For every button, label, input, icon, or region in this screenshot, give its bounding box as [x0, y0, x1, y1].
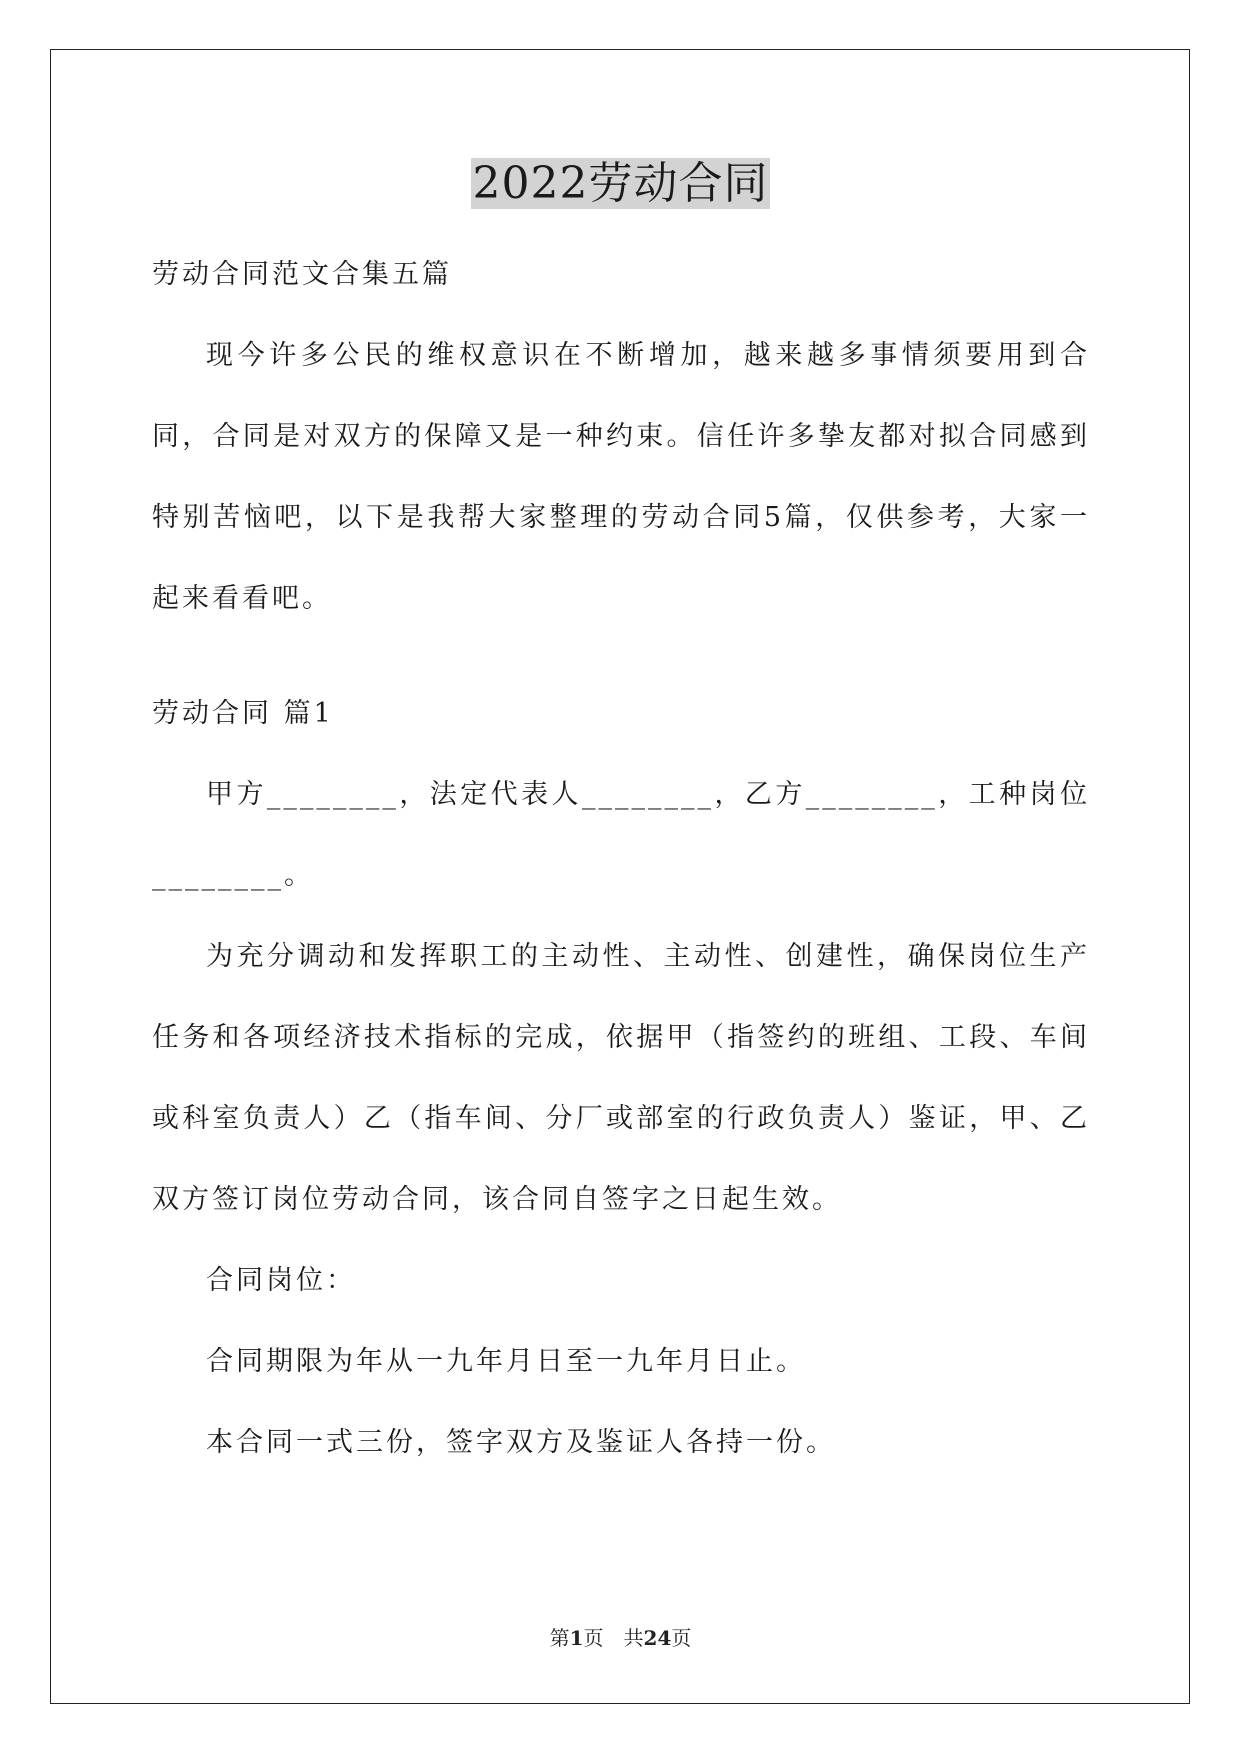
term-line: 合同期限为年从一九年月日至一九年月日止。	[206, 1346, 806, 1377]
purpose-paragraph: 为充分调动和发挥职工的主动性、主动性、创建性，确保岗位生产任务和各项经济技术指标的完成，依据甲（指签约的班组、工段、车间或科室负责人）乙（指车间、分厂或部室的行政负责人）鉴证，甲、乙双方签订岗位劳动合同，该合同自签字之日起生效。	[152, 941, 1090, 1215]
position-line: 合同岗位：	[206, 1265, 356, 1296]
copies-line: 本合同一式三份，签字双方及鉴证人各持一份。	[206, 1427, 836, 1458]
current-page-number: 1	[569, 1626, 584, 1650]
document-title	[0, 152, 1241, 216]
page-prefix: 第	[549, 1626, 570, 1650]
section-heading: 劳动合同 篇1	[152, 698, 334, 729]
page-footer	[0, 1622, 1241, 1651]
intro-heading: 劳动合同范文合集五篇	[152, 259, 452, 290]
document-title-text: 2022劳动合同	[472, 158, 769, 209]
intro-paragraph: 现今许多公民的维权意识在不断增加，越来越多事情须要用到合同，合同是对双方的保障又是一种约束。信任许多挚友都对拟合同感到特别苦恼吧，以下是我帮大家整理的劳动合同5篇，仅供参考，大家一起来看看吧。	[152, 340, 1090, 614]
page-suffix: 页	[671, 1626, 692, 1650]
total-pages-number: 24	[643, 1626, 672, 1650]
parties-line: 甲方________，法定代表人________，乙方________，工种岗位________。	[152, 779, 1090, 891]
page-mid: 页 共	[583, 1626, 644, 1650]
document-body	[152, 234, 1090, 1483]
